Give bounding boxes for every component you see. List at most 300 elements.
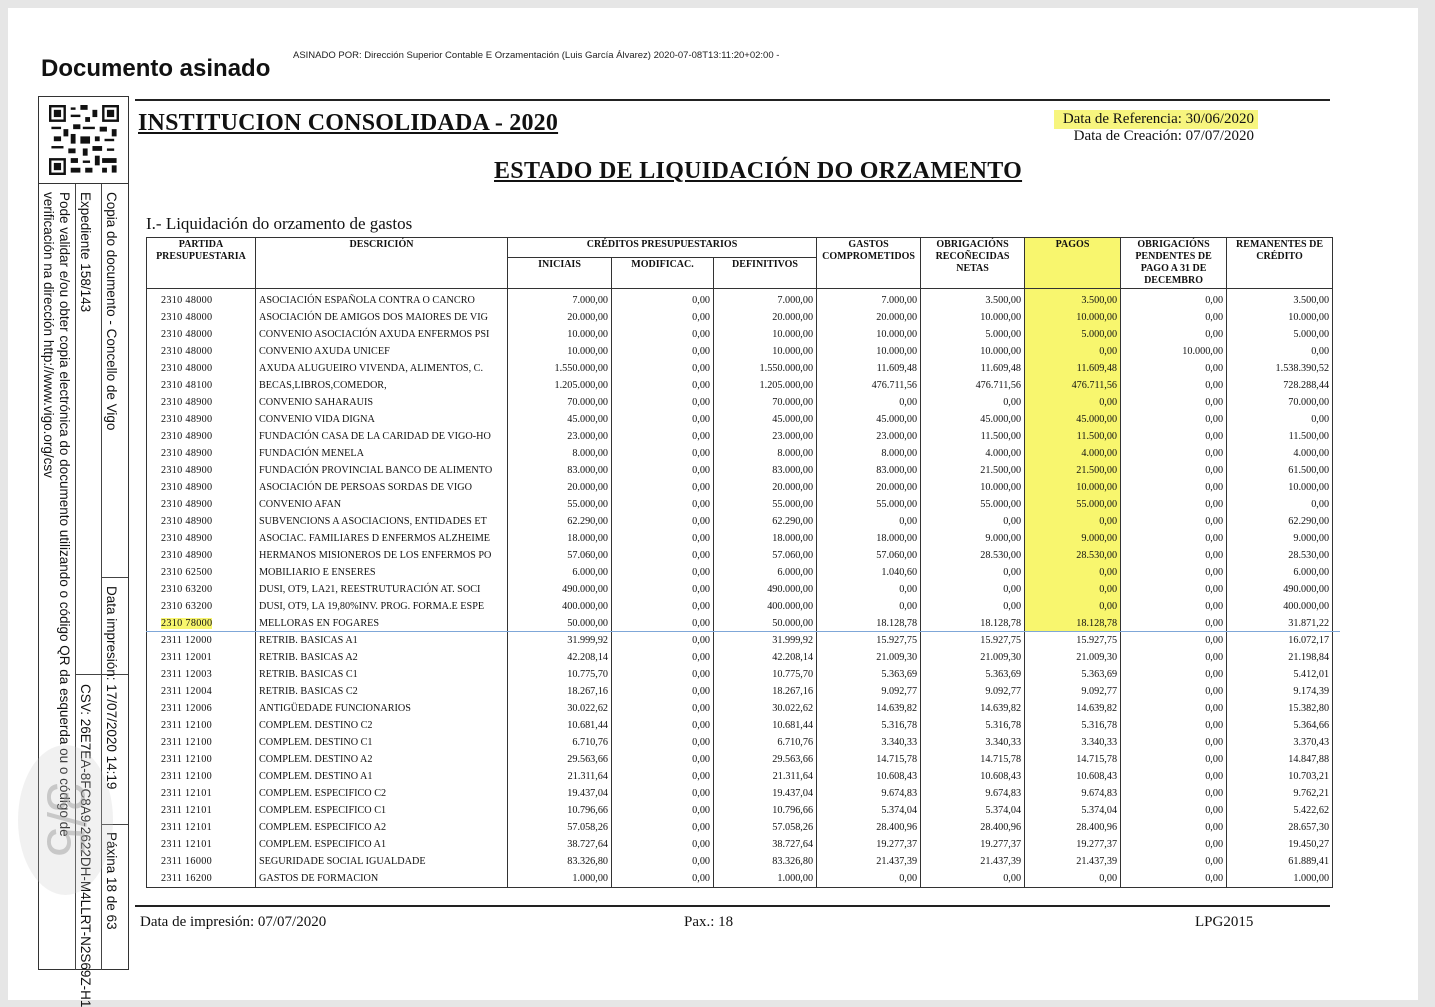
row-gastos: 45.000,00 — [817, 411, 921, 428]
row-pagos: 5.374,04 — [1025, 802, 1121, 819]
row-pagos: 9.092,77 — [1025, 683, 1121, 700]
sidebar-divider — [101, 577, 128, 578]
row-code: 2311 16200 — [147, 870, 256, 888]
row-code: 2311 16000 — [147, 853, 256, 870]
table-row — [147, 394, 1333, 411]
row-description: CONVENIO ASOCIACIÓN AXUDA ENFERMOS PSI — [256, 326, 508, 343]
row-modificac: 0,00 — [612, 394, 714, 411]
sidebar-print-date: Data impresión: 17/07/2020 14:19 — [104, 586, 119, 790]
row-pendentes: 0,00 — [1121, 377, 1227, 394]
row-remanentes: 28.530,00 — [1227, 547, 1333, 564]
row-description: ANTIGÜEDADE FUNCIONARIOS — [256, 700, 508, 717]
row-remanentes: 5.000,00 — [1227, 326, 1333, 343]
row-pendentes: 0,00 — [1121, 581, 1227, 598]
budget-table — [146, 237, 1333, 888]
row-pagos: 10.000,00 — [1025, 479, 1121, 496]
table-row — [147, 870, 1333, 888]
row-pendentes: 0,00 — [1121, 289, 1227, 310]
row-definitivos: 19.437,04 — [714, 785, 817, 802]
header-pendentes: OBRIGACIÓNS PENDENTES DE PAGO A 31 DE DECEMBRO — [1121, 238, 1227, 289]
row-iniciais: 10.775,70 — [508, 666, 612, 683]
row-gastos: 0,00 — [817, 394, 921, 411]
row-remanentes: 5.364,66 — [1227, 717, 1333, 734]
row-remanentes: 6.000,00 — [1227, 564, 1333, 581]
row-gastos: 11.609,48 — [817, 360, 921, 377]
row-gastos: 9.092,77 — [817, 683, 921, 700]
row-definitivos: 10.775,70 — [714, 666, 817, 683]
row-description: RETRIB. BASICAS A1 — [256, 632, 508, 649]
row-remanentes: 10.000,00 — [1227, 309, 1333, 326]
row-description: RETRIB. BASICAS A2 — [256, 649, 508, 666]
row-definitivos: 18.000,00 — [714, 530, 817, 547]
row-description: HERMANOS MISIONEROS DE LOS ENFERMOS PO — [256, 547, 508, 564]
table-row — [147, 564, 1333, 581]
creation-date: Data de Creación: 07/07/2020 — [1073, 128, 1254, 144]
row-gastos: 14.715,78 — [817, 751, 921, 768]
row-modificac: 0,00 — [612, 802, 714, 819]
header-modificac: MODIFICAC. — [612, 258, 714, 289]
row-code: 2310 48900 — [147, 513, 256, 530]
top-rule — [135, 99, 1330, 101]
table-row — [147, 289, 1333, 310]
row-modificac: 0,00 — [612, 343, 714, 360]
row-remanentes: 10.000,00 — [1227, 479, 1333, 496]
row-description: MELLORAS EN FOGARES — [256, 615, 508, 632]
row-obrigacions: 21.009,30 — [921, 649, 1025, 666]
row-code: 2310 48900 — [147, 462, 256, 479]
row-gastos: 15.927,75 — [817, 632, 921, 649]
row-modificac: 0,00 — [612, 870, 714, 888]
row-description: COMPLEM. ESPECIFICO A2 — [256, 819, 508, 836]
row-code: 2311 12101 — [147, 819, 256, 836]
row-obrigacions: 28.400,96 — [921, 819, 1025, 836]
header-partida: PARTIDA PRESUPUESTARIA — [147, 238, 256, 289]
row-iniciais: 50.000,00 — [508, 615, 612, 632]
sidebar-validate-line2[interactable]: verificación na dirección http://www.vigo.org/csv — [41, 192, 56, 478]
sidebar-validate-line1: Pode validar e/ou obter copia electrónica do documento utilizando o código QR da esquerda ou o código de — [57, 192, 72, 837]
row-code: 2310 48000 — [147, 326, 256, 343]
row-definitivos: 6.000,00 — [714, 564, 817, 581]
row-description: RETRIB. BASICAS C1 — [256, 666, 508, 683]
row-code: 2310 62500 — [147, 564, 256, 581]
row-description: DUSI, OT9, LA 19,80%INV. PROG. FORMA.E ESPE — [256, 598, 508, 615]
row-remanentes: 31.871,22 — [1227, 615, 1333, 632]
row-definitivos: 10.681,44 — [714, 717, 817, 734]
row-obrigacions: 19.277,37 — [921, 836, 1025, 853]
row-iniciais: 29.563,66 — [508, 751, 612, 768]
highlighted-code: 2310 78000 — [161, 617, 213, 629]
row-code: 2311 12101 — [147, 836, 256, 853]
table-row — [147, 513, 1333, 530]
row-iniciais: 1.205.000,00 — [508, 377, 612, 394]
row-iniciais: 10.796,66 — [508, 802, 612, 819]
row-pendentes: 0,00 — [1121, 700, 1227, 717]
header-iniciais: INICIAIS — [508, 258, 612, 289]
table-row — [147, 785, 1333, 802]
row-modificac: 0,00 — [612, 700, 714, 717]
row-pendentes: 0,00 — [1121, 768, 1227, 785]
row-iniciais: 1.000,00 — [508, 870, 612, 888]
row-code: 2310 48900 — [147, 411, 256, 428]
row-gastos: 18.000,00 — [817, 530, 921, 547]
row-iniciais: 30.022,62 — [508, 700, 612, 717]
row-gastos: 8.000,00 — [817, 445, 921, 462]
sidebar-divider — [75, 674, 128, 675]
row-description: CONVENIO AFAN — [256, 496, 508, 513]
row-description: RETRIB. BASICAS C2 — [256, 683, 508, 700]
row-pendentes: 0,00 — [1121, 802, 1227, 819]
row-pendentes: 0,00 — [1121, 683, 1227, 700]
row-code: 2310 63200 — [147, 581, 256, 598]
row-pendentes: 0,00 — [1121, 870, 1227, 888]
row-description: GASTOS DE FORMACION — [256, 870, 508, 888]
row-modificac: 0,00 — [612, 683, 714, 700]
row-definitivos: 83.000,00 — [714, 462, 817, 479]
row-gastos: 9.674,83 — [817, 785, 921, 802]
row-code: 2311 12006 — [147, 700, 256, 717]
row-pendentes: 0,00 — [1121, 666, 1227, 683]
row-modificac: 0,00 — [612, 785, 714, 802]
row-pagos: 0,00 — [1025, 870, 1121, 888]
row-pagos: 21.500,00 — [1025, 462, 1121, 479]
row-pendentes: 0,00 — [1121, 819, 1227, 836]
row-obrigacions: 15.927,75 — [921, 632, 1025, 649]
table-row — [147, 530, 1333, 547]
row-code: 2311 12101 — [147, 785, 256, 802]
row-obrigacions: 0,00 — [921, 598, 1025, 615]
row-gastos: 57.060,00 — [817, 547, 921, 564]
row-description: SUBVENCIONS A ASOCIACIONS, ENTIDADES ET — [256, 513, 508, 530]
row-iniciais: 20.000,00 — [508, 309, 612, 326]
row-pagos: 18.128,78 — [1025, 615, 1121, 632]
row-definitivos: 400.000,00 — [714, 598, 817, 615]
signed-by-line: ASINADO POR: Dirección Superior Contable E Orzamentación (Luis García Álvarez) 2020-07-08T13:11:20+02:00 - — [293, 50, 780, 61]
header-gastos: GASTOS COMPROMETIDOS — [817, 238, 921, 289]
row-pagos: 0,00 — [1025, 394, 1121, 411]
row-remanentes: 1.538.390,52 — [1227, 360, 1333, 377]
row-pendentes: 0,00 — [1121, 853, 1227, 870]
row-remanentes: 5.412,01 — [1227, 666, 1333, 683]
row-modificac: 0,00 — [612, 666, 714, 683]
row-gastos: 21.437,39 — [817, 853, 921, 870]
row-pagos: 11.609,48 — [1025, 360, 1121, 377]
row-code: 2310 48900 — [147, 428, 256, 445]
bottom-rule — [135, 905, 1330, 907]
row-code: 2311 12100 — [147, 751, 256, 768]
row-obrigacions: 18.128,78 — [921, 615, 1025, 632]
row-iniciais: 8.000,00 — [508, 445, 612, 462]
row-definitivos: 31.999,92 — [714, 632, 817, 649]
row-gastos: 5.316,78 — [817, 717, 921, 734]
row-gastos: 3.340,33 — [817, 734, 921, 751]
row-pendentes: 0,00 — [1121, 445, 1227, 462]
row-description: CONVENIO AXUDA UNICEF — [256, 343, 508, 360]
table-row — [147, 836, 1333, 853]
table-row — [147, 751, 1333, 768]
qr-code-icon[interactable] — [49, 105, 119, 175]
header-pagos: PAGOS — [1025, 238, 1121, 289]
row-code: 2310 48900 — [147, 394, 256, 411]
row-gastos: 476.711,56 — [817, 377, 921, 394]
row-modificac: 0,00 — [612, 289, 714, 310]
row-pagos: 0,00 — [1025, 513, 1121, 530]
table-row — [147, 496, 1333, 513]
table-row — [147, 683, 1333, 700]
row-code: 2310 48100 — [147, 377, 256, 394]
row-modificac: 0,00 — [612, 547, 714, 564]
row-gastos: 10.608,43 — [817, 768, 921, 785]
row-pagos: 14.715,78 — [1025, 751, 1121, 768]
row-definitivos: 55.000,00 — [714, 496, 817, 513]
row-gastos: 10.000,00 — [817, 343, 921, 360]
row-remanentes: 0,00 — [1227, 496, 1333, 513]
row-obrigacions: 9.092,77 — [921, 683, 1025, 700]
row-pagos: 28.530,00 — [1025, 547, 1121, 564]
page-stamp: 3/5 — [18, 745, 113, 895]
table-row — [147, 853, 1333, 870]
row-modificac: 0,00 — [612, 581, 714, 598]
header-creditos: CRÉDITOS PRESUPUESTARIOS — [508, 238, 817, 258]
table-row — [147, 343, 1333, 360]
row-modificac: 0,00 — [612, 632, 714, 649]
row-pendentes: 0,00 — [1121, 394, 1227, 411]
row-pendentes: 0,00 — [1121, 598, 1227, 615]
row-definitivos: 38.727,64 — [714, 836, 817, 853]
row-pendentes: 0,00 — [1121, 717, 1227, 734]
row-iniciais: 57.058,26 — [508, 819, 612, 836]
row-gastos: 19.277,37 — [817, 836, 921, 853]
row-modificac: 0,00 — [612, 836, 714, 853]
row-definitivos: 23.000,00 — [714, 428, 817, 445]
table-row — [147, 326, 1333, 343]
row-definitivos: 21.311,64 — [714, 768, 817, 785]
row-pagos: 10.608,43 — [1025, 768, 1121, 785]
footer-page: Pax.: 18 — [684, 914, 734, 930]
row-gastos: 20.000,00 — [817, 479, 921, 496]
row-obrigacions: 21.437,39 — [921, 853, 1025, 870]
row-pendentes: 0,00 — [1121, 649, 1227, 666]
row-obrigacions: 45.000,00 — [921, 411, 1025, 428]
row-pendentes: 0,00 — [1121, 411, 1227, 428]
row-description: ASOCIACIÓN ESPAÑOLA CONTRA O CANCRO — [256, 289, 508, 310]
row-modificac: 0,00 — [612, 462, 714, 479]
table-row — [147, 462, 1333, 479]
row-description: COMPLEM. ESPECIFICO C2 — [256, 785, 508, 802]
row-obrigacions: 4.000,00 — [921, 445, 1025, 462]
row-modificac: 0,00 — [612, 615, 714, 632]
row-description: ASOCIACIÓN DE PERSOAS SORDAS DE VIGO — [256, 479, 508, 496]
row-obrigacions: 0,00 — [921, 513, 1025, 530]
row-obrigacions: 476.711,56 — [921, 377, 1025, 394]
row-description: FUNDACIÓN MENELA — [256, 445, 508, 462]
row-definitivos: 10.000,00 — [714, 326, 817, 343]
table-row — [147, 717, 1333, 734]
row-gastos: 0,00 — [817, 870, 921, 888]
row-remanentes: 10.703,21 — [1227, 768, 1333, 785]
row-obrigacions: 10.000,00 — [921, 479, 1025, 496]
row-iniciais: 1.550.000,00 — [508, 360, 612, 377]
row-obrigacions: 14.715,78 — [921, 751, 1025, 768]
row-obrigacions: 5.316,78 — [921, 717, 1025, 734]
table-row — [147, 309, 1333, 326]
row-modificac: 0,00 — [612, 649, 714, 666]
row-obrigacions: 21.500,00 — [921, 462, 1025, 479]
row-remanentes: 16.072,17 — [1227, 632, 1333, 649]
row-definitivos: 20.000,00 — [714, 479, 817, 496]
row-definitivos: 1.550.000,00 — [714, 360, 817, 377]
row-iniciais: 10.000,00 — [508, 326, 612, 343]
row-iniciais: 18.267,16 — [508, 683, 612, 700]
row-iniciais: 55.000,00 — [508, 496, 612, 513]
footer-print-date: Data de impresión: 07/07/2020 — [140, 914, 327, 930]
row-obrigacions: 0,00 — [921, 581, 1025, 598]
table-row — [147, 802, 1333, 819]
row-definitivos: 50.000,00 — [714, 615, 817, 632]
row-definitivos: 70.000,00 — [714, 394, 817, 411]
row-pendentes: 0,00 — [1121, 836, 1227, 853]
row-pagos: 5.363,69 — [1025, 666, 1121, 683]
row-description: DUSI, OT9, LA21, REESTRUTURACIÓN AT. SOCI — [256, 581, 508, 598]
row-pendentes: 0,00 — [1121, 462, 1227, 479]
row-obrigacions: 14.639,82 — [921, 700, 1025, 717]
table-row — [147, 666, 1333, 683]
row-code: 2310 48000 — [147, 309, 256, 326]
row-code: 2311 12100 — [147, 768, 256, 785]
row-pagos: 9.000,00 — [1025, 530, 1121, 547]
row-modificac: 0,00 — [612, 326, 714, 343]
row-remanentes: 11.500,00 — [1227, 428, 1333, 445]
row-description: ASOCIAC. FAMILIARES D ENFERMOS ALZHEIME — [256, 530, 508, 547]
row-pendentes: 0,00 — [1121, 734, 1227, 751]
row-description: COMPLEM. ESPECIFICO A1 — [256, 836, 508, 853]
row-modificac: 0,00 — [612, 768, 714, 785]
table-row — [147, 547, 1333, 564]
row-pagos: 11.500,00 — [1025, 428, 1121, 445]
table-row — [147, 479, 1333, 496]
row-code — [147, 615, 256, 632]
row-modificac: 0,00 — [612, 496, 714, 513]
row-code: 2311 12101 — [147, 802, 256, 819]
row-modificac: 0,00 — [612, 360, 714, 377]
row-remanentes: 728.288,44 — [1227, 377, 1333, 394]
row-code: 2310 48900 — [147, 547, 256, 564]
row-obrigacions: 9.674,83 — [921, 785, 1025, 802]
row-gastos: 0,00 — [817, 581, 921, 598]
row-obrigacions: 5.000,00 — [921, 326, 1025, 343]
row-pendentes: 0,00 — [1121, 615, 1227, 632]
row-pagos: 3.500,00 — [1025, 289, 1121, 310]
table-row — [147, 734, 1333, 751]
row-modificac: 0,00 — [612, 445, 714, 462]
row-modificac: 0,00 — [612, 819, 714, 836]
row-iniciais: 10.000,00 — [508, 343, 612, 360]
row-pagos: 21.437,39 — [1025, 853, 1121, 870]
row-modificac: 0,00 — [612, 598, 714, 615]
row-iniciais: 7.000,00 — [508, 289, 612, 310]
row-pendentes: 0,00 — [1121, 496, 1227, 513]
row-code: 2311 12004 — [147, 683, 256, 700]
row-code: 2310 48900 — [147, 530, 256, 547]
row-remanentes: 490.000,00 — [1227, 581, 1333, 598]
row-code: 2311 12003 — [147, 666, 256, 683]
row-modificac: 0,00 — [612, 479, 714, 496]
row-gastos: 7.000,00 — [817, 289, 921, 310]
row-iniciais: 57.060,00 — [508, 547, 612, 564]
table-row — [147, 598, 1333, 615]
row-gastos: 21.009,30 — [817, 649, 921, 666]
row-remanentes: 0,00 — [1227, 343, 1333, 360]
row-gastos: 14.639,82 — [817, 700, 921, 717]
row-description: COMPLEM. DESTINO A2 — [256, 751, 508, 768]
row-iniciais: 18.000,00 — [508, 530, 612, 547]
row-remanentes: 1.000,00 — [1227, 870, 1333, 888]
row-modificac: 0,00 — [612, 734, 714, 751]
row-iniciais: 23.000,00 — [508, 428, 612, 445]
row-code: 2310 48000 — [147, 360, 256, 377]
row-obrigacions: 10.000,00 — [921, 343, 1025, 360]
row-iniciais: 19.437,04 — [508, 785, 612, 802]
row-pendentes: 0,00 — [1121, 326, 1227, 343]
row-gastos: 1.040,60 — [817, 564, 921, 581]
row-definitivos: 30.022,62 — [714, 700, 817, 717]
row-pendentes: 0,00 — [1121, 360, 1227, 377]
row-remanentes: 28.657,30 — [1227, 819, 1333, 836]
table-row — [147, 700, 1333, 717]
row-pagos: 476.711,56 — [1025, 377, 1121, 394]
row-code: 2310 48900 — [147, 496, 256, 513]
row-iniciais: 83.000,00 — [508, 462, 612, 479]
row-pendentes: 0,00 — [1121, 751, 1227, 768]
row-remanentes: 61.889,41 — [1227, 853, 1333, 870]
row-definitivos: 1.000,00 — [714, 870, 817, 888]
scan-line — [146, 631, 1340, 632]
row-code: 2310 63200 — [147, 598, 256, 615]
row-obrigacions: 3.340,33 — [921, 734, 1025, 751]
row-iniciais: 62.290,00 — [508, 513, 612, 530]
row-gastos: 18.128,78 — [817, 615, 921, 632]
row-code: 2311 12000 — [147, 632, 256, 649]
row-pagos: 28.400,96 — [1025, 819, 1121, 836]
table-row — [147, 632, 1333, 649]
row-definitivos: 8.000,00 — [714, 445, 817, 462]
row-definitivos: 490.000,00 — [714, 581, 817, 598]
row-code: 2311 12100 — [147, 734, 256, 751]
row-gastos: 28.400,96 — [817, 819, 921, 836]
row-modificac: 0,00 — [612, 564, 714, 581]
row-iniciais: 42.208,14 — [508, 649, 612, 666]
row-modificac: 0,00 — [612, 513, 714, 530]
row-definitivos: 57.060,00 — [714, 547, 817, 564]
row-modificac: 0,00 — [612, 853, 714, 870]
table-row — [147, 428, 1333, 445]
table-row — [147, 445, 1333, 462]
sidebar-page-count: Páxina 18 de 63 — [104, 832, 119, 930]
sidebar-expediente: Expediente 158/143 — [78, 192, 93, 313]
row-pagos: 0,00 — [1025, 581, 1121, 598]
row-description: CONVENIO SAHARAUIS — [256, 394, 508, 411]
row-description: MOBILIARIO E ENSERES — [256, 564, 508, 581]
table-row — [147, 581, 1333, 598]
row-modificac: 0,00 — [612, 411, 714, 428]
sidebar-copy-line: Copia do documento - Concello de Vigo — [104, 192, 119, 431]
row-iniciais: 45.000,00 — [508, 411, 612, 428]
row-description: COMPLEM. ESPECIFICO C1 — [256, 802, 508, 819]
document-title: ESTADO DE LIQUIDACIÓN DO ORZAMENTO — [494, 158, 1023, 184]
row-modificac: 0,00 — [612, 377, 714, 394]
row-code: 2310 48900 — [147, 479, 256, 496]
row-modificac: 0,00 — [612, 717, 714, 734]
row-modificac: 0,00 — [612, 428, 714, 445]
